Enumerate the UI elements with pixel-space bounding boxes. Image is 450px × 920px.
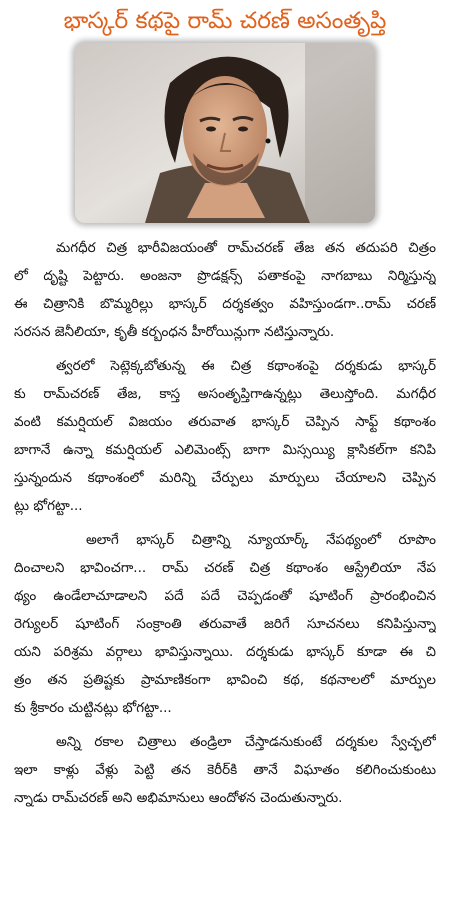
paragraph-line: అలాగే భాస్కర్ చిత్రాన్ని న్యూయార్క్ నేపథ్యంలో రూపొం xyxy=(86,532,436,548)
paragraph-line: త్వరలో సెట్లెక్కబోతున్న ఈ చిత్ర కథాంశంపై దర్శకుడు భాస్కర్ xyxy=(56,358,436,374)
paragraph-line: ఇలా కాళ్లు వేళ్లు పెట్టి తన కెరీర్‌కి తానే విఘాతం కలిగించుకుంటు xyxy=(14,762,436,778)
paragraph-line: మగధీర చిత్ర భారీవిజయంతో రామ్‌చరణ్ తేజ తన తదుపరి చిత్రం xyxy=(56,240,436,256)
paragraph-line: అన్ని రకాల చిత్రాలు తండ్రిలా చేస్తాడనుకుంటే దర్శకుల స్వేచ్ఛలో xyxy=(56,734,436,750)
paragraph-line: యని పరిశ్రమ వర్గాలు భావిస్తున్నాయి. దర్శకుడు భాస్కర్ కూడా ఈ చి xyxy=(14,644,436,660)
paragraph-line: ఈ చిత్రానికి బొమ్మరిల్లు భాస్కర్ దర్శకత్వం వహిస్తుండగా..రామ్ చరణ్ xyxy=(14,296,436,312)
article-body xyxy=(14,234,436,812)
paragraph-line: కు రామ్‌చరణ్ తేజ, కాస్త అసంతృప్తిగాఉన్నట్లు తెలుస్తోంది. మగధీర xyxy=(14,386,436,402)
paragraph-line: కు శ్రీకారం చుట్టినట్లు భోగట్టా... xyxy=(14,700,172,716)
paragraph-line: స్తున్నందున కథాంశంలో మరిన్ని చేర్పులు మార్పులు చేయాలని చెప్పిన xyxy=(14,470,436,486)
article-paragraph xyxy=(14,234,436,346)
article-paragraph xyxy=(14,728,436,812)
paragraph-line: దించాలని భావించగా... రామ్ చరణ్ చిత్ర కథాంశం ఆస్ట్రేలియా నేప xyxy=(14,560,436,576)
portrait-photo xyxy=(75,43,375,223)
paragraph-line: బాగానే ఉన్నా కమర్షియల్ ఎలిమెంట్స్ బాగా మిస్సయ్యి క్లాసికల్‌గా కనిపి xyxy=(14,442,436,458)
paragraph-line: న్నాడు రామ్‌చరణ్ అని అభిమానులు ఆందోళన చెందుతున్నారు. xyxy=(14,790,343,806)
paragraph-line: రెగ్యులర్ షూటింగ్ సంక్రాంతి తరువాతే జరిగే సూచనలు కనిపిస్తున్నా xyxy=(14,616,436,632)
article-paragraph xyxy=(14,526,436,722)
article-headline: భాస్కర్ కథపై రామ్ చరణ్ అసంతృప్తి xyxy=(63,8,387,34)
paragraph-line: థ్యం ఉండేలాచూడాలని పదే పదే చెప్పడంతో షూటింగ్ ప్రారంభించిన xyxy=(14,588,436,604)
paragraph-line: లో దృష్టి పెట్టారు. అంజనా ప్రొడక్షన్స్ పతాకంపై నాగబాబు నిర్మిస్తున్న xyxy=(14,268,436,284)
article-photo xyxy=(75,43,375,223)
paragraph-line: త్రం తన ప్రతిష్టకు ప్రామాణికంగా భావించి కథ, కథనాలలో మార్పుల xyxy=(14,672,436,688)
article-paragraph xyxy=(14,352,436,520)
paragraph-line: ట్లు భోగట్టా... xyxy=(14,498,83,514)
paragraph-line: సరసన జెనీలియా, కృతీ కర్బంధన హీరోయిన్లుగా నటిస్తున్నారు. xyxy=(14,324,335,340)
paragraph-line: వంటి కమర్షియల్ విజయం తరువాత భాస్కర్ చెప్పిన సాఫ్ట్ కథాంశం xyxy=(14,414,436,430)
